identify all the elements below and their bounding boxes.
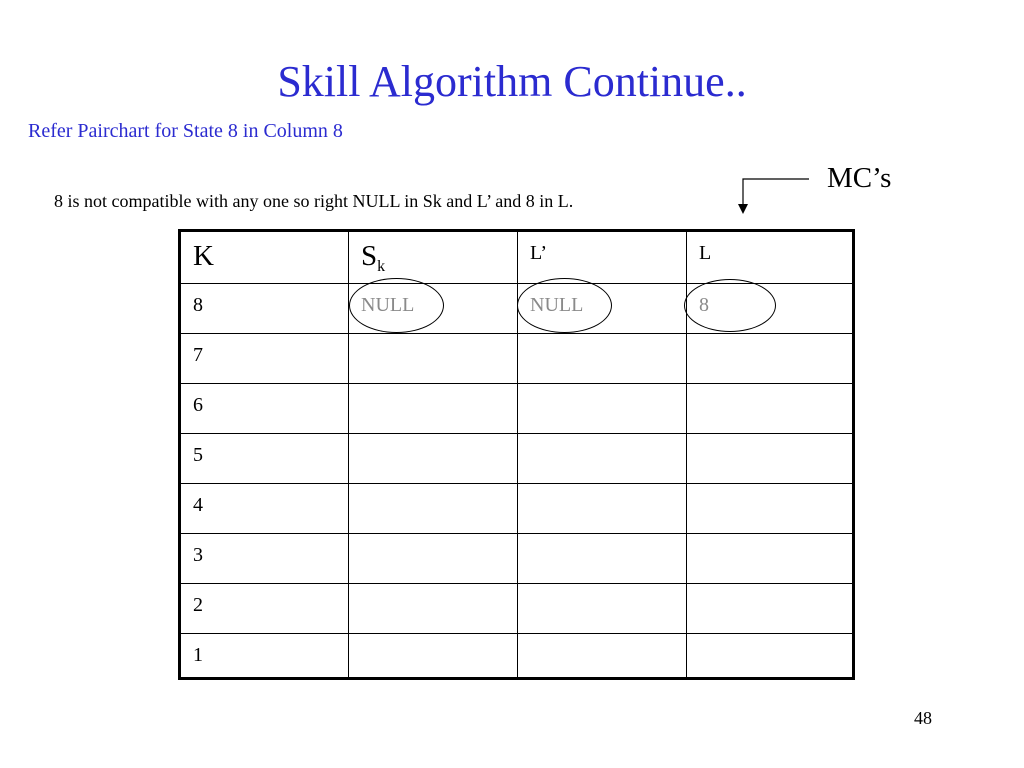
cell-k-value: 2 [193,594,203,616]
cell-sk [349,434,518,483]
cell-l [687,534,852,583]
cell-k [181,534,349,583]
table-row [181,434,852,484]
header-sk [349,232,518,283]
down-arrow-icon [734,170,814,220]
cell-k [181,334,349,383]
table-row [181,534,852,584]
cell-sk [349,334,518,383]
cell-l-value: 8 [699,294,709,316]
slide-title [0,56,1024,108]
header-sk-label [361,240,385,273]
cell-l [687,584,852,633]
header-k-label: K [193,240,214,272]
header-k [181,232,349,283]
table-header-row [181,232,852,284]
slide-title-dots: .. [724,57,747,106]
explanation-note: 8 is not compatible with any one so right NULL in Sk and L’ and 8 in L. [54,191,574,211]
cell-l-prime [518,434,687,483]
header-l-label: L [699,242,712,264]
highlight-ellipse-sk [349,278,444,333]
highlight-ellipse-l-prime [517,278,612,333]
cell-k-value: 4 [193,494,203,516]
cell-l-prime [518,384,687,433]
highlight-ellipse-l [684,279,776,332]
cell-l [687,384,852,433]
cell-k [181,634,349,677]
cell-sk [349,484,518,533]
header-l-prime-label: L’ [530,242,548,264]
cell-k [181,584,349,633]
cell-l [687,484,852,533]
header-l [687,232,852,283]
cell-l-prime [518,484,687,533]
cell-l-prime [518,584,687,633]
cell-sk [349,384,518,433]
cell-k [181,434,349,483]
cell-k-value: 6 [193,394,203,416]
cell-l-prime [518,634,687,677]
table-row [181,334,852,384]
slide-title-text: Skill Algorithm Continue [277,57,725,106]
cell-l-prime [518,334,687,383]
cell-k-value: 5 [193,444,203,466]
cell-k [181,284,349,333]
cell-k-value: 8 [193,294,203,316]
cell-sk [349,584,518,633]
header-sk-subscript: k [377,258,386,275]
table-row [181,484,852,534]
slide-subtitle: Refer Pairchart for State 8 in Column 8 [28,120,343,142]
table-row [181,384,852,434]
cell-l-prime-value: NULL [530,294,584,316]
cell-k-value: 1 [193,644,203,666]
table-row [181,584,852,634]
cell-k-value: 3 [193,544,203,566]
cell-k [181,484,349,533]
cell-l [687,434,852,483]
cell-sk-value: NULL [361,294,415,316]
cell-l-prime [518,534,687,583]
page-number: 48 [914,708,932,728]
cell-l [687,334,852,383]
cell-sk [349,534,518,583]
mcs-callout-label: MC’s [827,162,892,194]
cell-sk [349,634,518,677]
header-sk-main: S [361,240,378,272]
table-row [181,634,852,677]
cell-k [181,384,349,433]
cell-l [687,634,852,677]
cell-k-value: 7 [193,344,203,366]
header-l-prime [518,232,687,283]
